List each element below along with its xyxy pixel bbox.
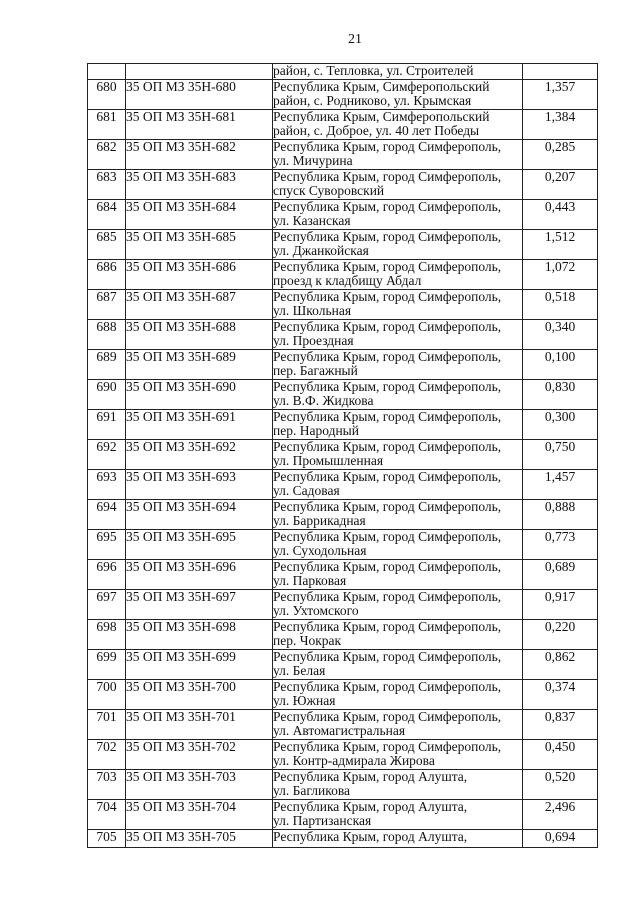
road-code: 35 ОП МЗ 35Н-693	[126, 469, 273, 499]
roads-table	[87, 63, 598, 848]
road-length: 0,837	[523, 709, 598, 739]
road-location	[273, 439, 523, 469]
road-location	[273, 619, 523, 649]
road-code: 35 ОП МЗ 35Н-703	[126, 769, 273, 799]
address-line: пер. Чокрак	[273, 633, 342, 648]
address-line: Республика Крым, город Симферополь,	[273, 229, 502, 244]
address-line: ул. Белая	[273, 663, 326, 678]
table-row	[88, 829, 598, 847]
table-row	[88, 769, 598, 799]
address-line: Республика Крым, город Алушта,	[273, 829, 468, 844]
table-row	[88, 229, 598, 259]
road-location	[273, 499, 523, 529]
address-line: Республика Крым, город Симферополь,	[273, 469, 502, 484]
row-number: 691	[88, 409, 126, 439]
road-length: 1,457	[523, 469, 598, 499]
table-row	[88, 109, 598, 139]
road-length: 0,374	[523, 679, 598, 709]
row-number: 683	[88, 169, 126, 199]
road-location	[273, 64, 523, 80]
table-row	[88, 349, 598, 379]
road-location	[273, 379, 523, 409]
road-code: 35 ОП МЗ 35Н-704	[126, 799, 273, 829]
address-line: Республика Крым, город Симферополь,	[273, 409, 502, 424]
table-row	[88, 379, 598, 409]
row-number: 687	[88, 289, 126, 319]
table-row	[88, 439, 598, 469]
road-location	[273, 109, 523, 139]
road-code: 35 ОП МЗ 35Н-698	[126, 619, 273, 649]
row-number: 702	[88, 739, 126, 769]
row-number: 680	[88, 79, 126, 109]
table-row	[88, 679, 598, 709]
road-location	[273, 349, 523, 379]
road-code: 35 ОП МЗ 35Н-692	[126, 439, 273, 469]
road-length: 0,340	[523, 319, 598, 349]
road-length: 1,512	[523, 229, 598, 259]
address-line: пер. Народный	[273, 423, 359, 438]
row-number: 697	[88, 589, 126, 619]
address-line: Республика Крым, город Симферополь,	[273, 739, 502, 754]
address-line: Республика Крым, город Симферополь,	[273, 349, 502, 364]
table-row	[88, 499, 598, 529]
empty-cell	[523, 64, 598, 80]
road-code: 35 ОП МЗ 35Н-691	[126, 409, 273, 439]
road-code: 35 ОП МЗ 35Н-696	[126, 559, 273, 589]
row-number: 705	[88, 829, 126, 847]
road-code: 35 ОП МЗ 35Н-688	[126, 319, 273, 349]
road-code: 35 ОП МЗ 35Н-690	[126, 379, 273, 409]
road-location	[273, 289, 523, 319]
address-line: Республика Крым, город Симферополь,	[273, 529, 502, 544]
address-line: спуск Суворовский	[273, 183, 385, 198]
address-line: пер. Багажный	[273, 363, 358, 378]
road-location	[273, 829, 523, 847]
address-line: ул. Мичурина	[273, 153, 353, 168]
address-line: район, с. Тепловка, ул. Строителей	[273, 63, 474, 78]
table-row	[88, 199, 598, 229]
table-row	[88, 79, 598, 109]
address-line: ул. Парковая	[273, 573, 347, 588]
road-code: 35 ОП МЗ 35Н-689	[126, 349, 273, 379]
road-code: 35 ОП МЗ 35Н-687	[126, 289, 273, 319]
row-number: 689	[88, 349, 126, 379]
road-code: 35 ОП МЗ 35Н-680	[126, 79, 273, 109]
row-number: 696	[88, 559, 126, 589]
road-length: 0,694	[523, 829, 598, 847]
road-location	[273, 529, 523, 559]
table-row	[88, 649, 598, 679]
road-length: 0,220	[523, 619, 598, 649]
row-number: 704	[88, 799, 126, 829]
road-location	[273, 769, 523, 799]
road-code: 35 ОП МЗ 35Н-697	[126, 589, 273, 619]
table-row	[88, 739, 598, 769]
address-line: ул. Партизанская	[273, 813, 372, 828]
road-length: 1,384	[523, 109, 598, 139]
road-length: 2,496	[523, 799, 598, 829]
address-line: район, с. Доброе, ул. 40 лет Победы	[273, 123, 480, 138]
row-number: 693	[88, 469, 126, 499]
address-line: проезд к кладбищу Абдал	[273, 273, 422, 288]
road-length: 0,830	[523, 379, 598, 409]
table-row	[88, 139, 598, 169]
row-number: 699	[88, 649, 126, 679]
address-line: Республика Крым, город Симферополь,	[273, 199, 502, 214]
road-length: 0,689	[523, 559, 598, 589]
road-code: 35 ОП МЗ 35Н-694	[126, 499, 273, 529]
road-length: 0,285	[523, 139, 598, 169]
road-location	[273, 679, 523, 709]
page-number: 21	[348, 32, 362, 47]
road-location	[273, 739, 523, 769]
road-code: 35 ОП МЗ 35Н-702	[126, 739, 273, 769]
road-code: 35 ОП МЗ 35Н-686	[126, 259, 273, 289]
road-location	[273, 139, 523, 169]
row-number: 700	[88, 679, 126, 709]
table-row	[88, 289, 598, 319]
road-length: 1,072	[523, 259, 598, 289]
road-length: 0,750	[523, 439, 598, 469]
address-line: Республика Крым, город Симферополь,	[273, 709, 502, 724]
road-length: 0,207	[523, 169, 598, 199]
road-code: 35 ОП МЗ 35Н-682	[126, 139, 273, 169]
road-code: 35 ОП МЗ 35Н-683	[126, 169, 273, 199]
address-line: Республика Крым, город Симферополь,	[273, 379, 502, 394]
road-length: 0,862	[523, 649, 598, 679]
row-number: 688	[88, 319, 126, 349]
table-row	[88, 529, 598, 559]
road-location	[273, 709, 523, 739]
table-row	[88, 799, 598, 829]
road-length: 0,773	[523, 529, 598, 559]
address-line: Республика Крым, город Симферополь,	[273, 619, 502, 634]
table-row	[88, 319, 598, 349]
address-line: ул. Контр-адмирала Жирова	[273, 753, 435, 768]
address-line: ул. В.Ф. Жидкова	[273, 393, 374, 408]
address-line: ул. Баррикадная	[273, 513, 366, 528]
row-number: 685	[88, 229, 126, 259]
road-location	[273, 469, 523, 499]
address-line: ул. Автомагистральная	[273, 723, 406, 738]
address-line: Республика Крым, город Симферополь,	[273, 259, 502, 274]
road-location	[273, 649, 523, 679]
road-length: 0,450	[523, 739, 598, 769]
road-length: 0,300	[523, 409, 598, 439]
address-line: Республика Крым, город Симферополь,	[273, 589, 502, 604]
road-length: 0,888	[523, 499, 598, 529]
empty-cell	[88, 64, 126, 80]
address-line: Республика Крым, Симферопольский	[273, 79, 490, 94]
address-line: ул. Казанская	[273, 213, 351, 228]
table-row-continuation	[88, 64, 598, 80]
road-length: 1,357	[523, 79, 598, 109]
row-number: 681	[88, 109, 126, 139]
address-line: Республика Крым, город Симферополь,	[273, 319, 502, 334]
address-line: Республика Крым, город Симферополь,	[273, 679, 502, 694]
road-code: 35 ОП МЗ 35Н-699	[126, 649, 273, 679]
road-code: 35 ОП МЗ 35Н-681	[126, 109, 273, 139]
road-code: 35 ОП МЗ 35Н-695	[126, 529, 273, 559]
road-length: 0,917	[523, 589, 598, 619]
address-line: ул. Южная	[273, 693, 336, 708]
row-number: 695	[88, 529, 126, 559]
road-code: 35 ОП МЗ 35Н-700	[126, 679, 273, 709]
row-number: 701	[88, 709, 126, 739]
row-number: 694	[88, 499, 126, 529]
address-line: Республика Крым, город Алушта,	[273, 769, 468, 784]
road-length: 0,443	[523, 199, 598, 229]
address-line: ул. Суходольная	[273, 543, 367, 558]
road-code: 35 ОП МЗ 35Н-685	[126, 229, 273, 259]
address-line: ул. Промышленная	[273, 453, 384, 468]
address-line: Республика Крым, Симферопольский	[273, 109, 490, 124]
address-line: Республика Крым, город Симферополь,	[273, 169, 502, 184]
road-location	[273, 79, 523, 109]
address-line: ул. Джанкойская	[273, 243, 369, 258]
address-line: Республика Крым, город Симферополь,	[273, 139, 502, 154]
road-location	[273, 169, 523, 199]
address-line: ул. Школьная	[273, 303, 352, 318]
row-number: 698	[88, 619, 126, 649]
address-line: ул. Ухтомского	[273, 603, 359, 618]
road-code: 35 ОП МЗ 35Н-701	[126, 709, 273, 739]
road-length: 0,518	[523, 289, 598, 319]
address-line: Республика Крым, город Симферополь,	[273, 649, 502, 664]
table-row	[88, 259, 598, 289]
table-row	[88, 409, 598, 439]
table-row	[88, 619, 598, 649]
table-row	[88, 589, 598, 619]
row-number: 692	[88, 439, 126, 469]
empty-cell	[126, 64, 273, 80]
road-location	[273, 559, 523, 589]
road-location	[273, 319, 523, 349]
road-location	[273, 409, 523, 439]
address-line: ул. Садовая	[273, 483, 340, 498]
road-location	[273, 589, 523, 619]
table-row	[88, 709, 598, 739]
address-line: ул. Проездная	[273, 333, 354, 348]
table-row	[88, 559, 598, 589]
road-location	[273, 259, 523, 289]
table-row	[88, 469, 598, 499]
road-length: 0,520	[523, 769, 598, 799]
address-line: Республика Крым, город Симферополь,	[273, 499, 502, 514]
address-line: Республика Крым, город Алушта,	[273, 799, 468, 814]
row-number: 686	[88, 259, 126, 289]
road-location	[273, 799, 523, 829]
road-code: 35 ОП МЗ 35Н-684	[126, 199, 273, 229]
road-location	[273, 199, 523, 229]
address-line: Республика Крым, город Симферополь,	[273, 439, 502, 454]
address-line: ул. Багликова	[273, 783, 351, 798]
row-number: 690	[88, 379, 126, 409]
table-row	[88, 169, 598, 199]
road-length: 0,100	[523, 349, 598, 379]
road-code: 35 ОП МЗ 35Н-705	[126, 829, 273, 847]
address-line: район, с. Родниково, ул. Крымская	[273, 93, 472, 108]
road-location	[273, 229, 523, 259]
address-line: Республика Крым, город Симферополь,	[273, 559, 502, 574]
row-number: 684	[88, 199, 126, 229]
row-number: 703	[88, 769, 126, 799]
row-number: 682	[88, 139, 126, 169]
address-line: Республика Крым, город Симферополь,	[273, 289, 502, 304]
